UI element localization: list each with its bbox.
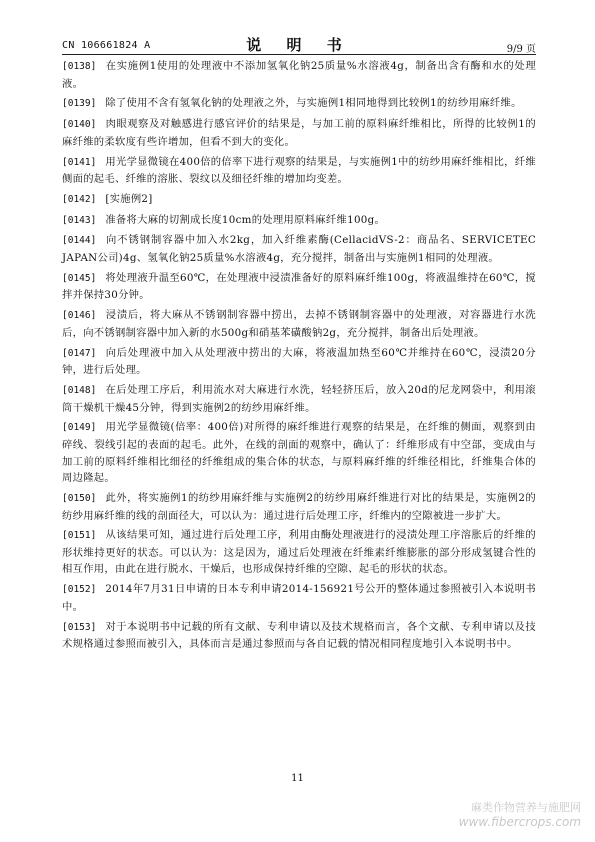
paragraph: [62, 232, 536, 266]
paragraph-text: 在后处理工序后，利用流水对大麻进行水洗，轻轻挤压后，放入20d的尼龙网袋中，利用滚筒干燥机干燥45分钟，得到实施例2的纺纱用麻纤维。: [62, 383, 536, 414]
paragraph: [62, 212, 536, 230]
paragraph: [62, 382, 536, 416]
paragraph-number: [0143]: [62, 214, 97, 226]
paragraph-number: [0139]: [62, 98, 97, 110]
header-rule: [62, 54, 536, 55]
paragraph-text: 用光学显微镜在400倍的倍率下进行观察的结果是，与实施例1中的纺纱用麻纤维相比，纤维侧面的起毛、纤维的溶胀、裂纹以及细径纤维的增加均变差。: [62, 155, 536, 186]
watermark-title: 麻类作物营养与施肥网: [471, 801, 581, 814]
document-title: 说 明 书: [246, 36, 352, 54]
paragraph-text: 用光学显微镜(倍率：400倍)对所得的麻纤维进行观察的结果是，在纤维的侧面，观察到由碎线、裂线引起的表面的起毛。此外，在线的剖面的观察中，确认了：纤维形成有中空部，变成由与加工前的原料纤维相比细径的纤维组成的集合体的状态，与原料麻纤维的纤维径相比，纤维集合体的周边隆起。: [62, 421, 536, 485]
paragraph: [62, 490, 536, 524]
paragraph-text: 除了使用不含有氢氧化钠的处理液之外，与实施例1相同地得到比较例1的纺纱用麻纤维。: [105, 97, 522, 110]
document-number: CN 106661824 A: [62, 40, 151, 51]
paragraph-text: 肉眼观察及对触感进行感官评价的结果是，与加工前的原料麻纤维相比，所得的比较例1的麻纤维的柔软度有些许增加，但看不到大的变化。: [62, 118, 536, 148]
paragraph-number: [0150]: [62, 492, 97, 504]
paragraph-number: [0153]: [62, 621, 97, 633]
watermark-url: www.fibercrops.com: [458, 815, 581, 829]
paragraph-number: [0140]: [62, 119, 97, 131]
paragraph: [62, 154, 536, 188]
paragraph-number: [0152]: [62, 584, 97, 596]
paragraph: [62, 581, 536, 615]
paragraph-text: 浸渍后，将大麻从不锈钢制容器中捞出，去掉不锈钢制容器中的处理液，对容器进行水洗后，向不锈钢制容器中加入新的水500g和硝基苯磺酸钠2g，充分搅拌，制备出后处理液。: [62, 309, 536, 339]
paragraph-text: 向不锈钢制容器中加入水2kg，加入纤维素酶(CellacidVS-2：商品名、SERVICETEC JAPAN公司)4g、氢氧化钠25质量%水溶液4g，充分搅拌，制备出与实施例1相同的处理液。: [62, 234, 536, 265]
paragraph-number: [0141]: [62, 156, 97, 168]
page-header: [62, 34, 536, 54]
paragraph-number: [0146]: [62, 310, 97, 322]
paragraph: [62, 345, 536, 379]
paragraph-text: 对于本说明书中记载的所有文献、专利申请以及技术规格而言，各个文献、专利申请以及技术规格通过参照而被引入，具体而言是通过参照而与各自记载的情况相同程度地引入本说明书中。: [62, 620, 536, 651]
paragraph: [62, 270, 536, 304]
paragraph-number: [0149]: [62, 422, 97, 434]
site-watermark: [459, 800, 581, 830]
paragraph-text: 在实施例1使用的处理液中不添加氢氧化钠25质量%水溶液4g，制备出含有酶和水的处理液。: [62, 60, 536, 90]
paragraph: [62, 191, 536, 209]
paragraph-number: [0138]: [62, 61, 97, 72]
paragraph: [62, 419, 536, 486]
paragraph-number: [0147]: [62, 347, 97, 359]
paragraph-number: [0142]: [62, 193, 97, 205]
paragraph: [62, 58, 536, 92]
paragraph: [62, 116, 536, 150]
paragraph: [62, 527, 536, 578]
paragraph: [62, 95, 536, 113]
paragraph-text: 将处理液升温至60℃，在处理液中浸渍准备好的原料麻纤维100g，将液温维持在60℃，搅拌并保持30分钟。: [62, 271, 536, 302]
paragraph-text: 2014年7月31日申请的日本专利申请2014-156921号公开的整体通过参照被引入本说明书中。: [62, 583, 536, 613]
paragraph-text: 向后处理液中加入从处理液中捞出的大麻，将液温加热至60℃并维持在60℃，浸渍20分钟，进行后处理。: [62, 346, 536, 377]
paragraph-text: 此外，将实施例1的纺纱用麻纤维与实施例2的纺纱用麻纤维进行对比的结果是，实施例2的纺纱用麻纤维的线的剖面径大，可以认为：通过进行后处理工序，纤维内的空隙被进一步扩大。: [62, 491, 536, 522]
paragraph-text: [实施例2]: [105, 192, 153, 205]
paragraph-number: [0144]: [62, 235, 97, 247]
paragraph: [62, 307, 536, 341]
paragraph-number: [0148]: [62, 384, 97, 396]
paragraph-number: [0145]: [62, 272, 97, 284]
paragraph-text: 准备将大麻的切割成长度10cm的处理用原料麻纤维100g。: [105, 213, 386, 226]
document-body: [62, 58, 536, 656]
paragraph-text: 从该结果可知，通过进行后处理工序，利用由酶处理液进行的浸渍处理工序溶胀后的纤维的形状维持更好的状态。可以认为：这是因为，通过后处理液在纤维素纤维膨胀的部分形成氢键合性的相互作用，由此在进行脱水、干燥后，也形成保持纤维的空隙、起毛的形状的状态。: [62, 529, 536, 576]
page-number: 11: [291, 773, 304, 784]
paragraph: [62, 619, 536, 653]
paragraph-number: [0151]: [62, 530, 97, 542]
page-indicator: 9/9 页: [506, 44, 536, 55]
